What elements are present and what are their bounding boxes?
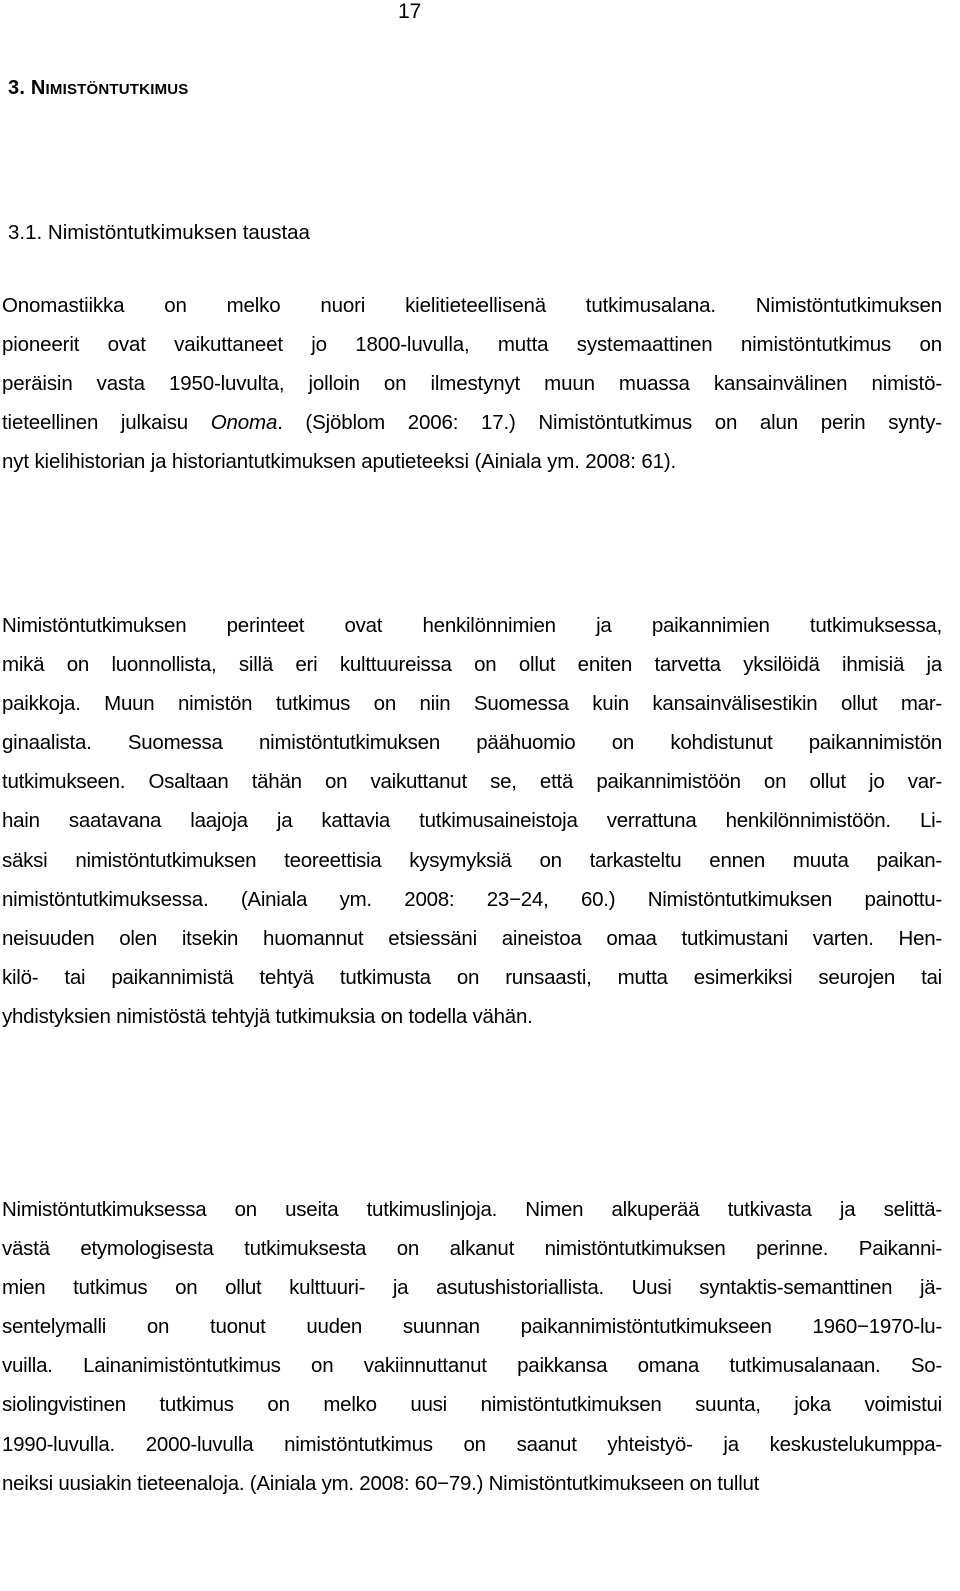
text-line: paikkoja. Muun nimistön tutkimus on niin Suomessa kuin kansainvälisestikin ollut mar-: [2, 692, 942, 716]
chapter-heading: [8, 76, 189, 102]
page-number: 17: [398, 0, 422, 23]
text-line: Nimistöntutkimuksen perinteet ovat henkilönnimien ja paikannimien tutkimuksessa,: [2, 614, 942, 637]
text-line: pioneerit ovat vaikuttaneet jo 1800-luvulla, mutta systemaattinen nimistöntutkimus on: [2, 333, 942, 357]
journal-title: Onoma: [210, 411, 278, 435]
chapter-number: 3.: [8, 77, 26, 99]
text-line: säksi nimistöntutkimuksen teoreettisia kysymyksiä on tarkasteltu ennen muuta paikan-: [2, 848, 942, 872]
text-line: ginaalista. Suomessa nimistöntutkimuksen päähuomio on kohdistunut paikannimistön: [2, 731, 942, 755]
text-line: siolingvistinen tutkimus on melko uusi nimistöntutkimuksen suunta, joka voimistui: [2, 1393, 942, 1417]
text-line: hain saatavana laajoja ja kattavia tutkimusaineistoja verrattuna henkilönnimistöön. Li-: [2, 809, 942, 833]
text-line: västä etymologisesta tutkimuksesta on alkanut nimistöntutkimuksen perinne. Paikanni-: [2, 1237, 942, 1261]
text-line: sentelymalli on tuonut uuden suunnan paikannimistöntutkimukseen 1960−1970-lu-: [2, 1315, 942, 1339]
text-line: mikä on luonnollista, sillä eri kulttuureissa on ollut eniten tarvetta yksilöidä ihmisiä ja: [2, 653, 942, 677]
chapter-title: NIMISTÖNTUTKIMUS: [30, 77, 189, 99]
text-line: tieteellinen julkaisu Onoma. (Sjöblom 2006: 17.) Nimistöntutkimus on alun perin synty-: [2, 411, 942, 435]
text-line: peräisin vasta 1950-luvulta, jolloin on ilmestynyt muun muassa kansainvälinen nimistö-: [2, 372, 942, 396]
text-line: nyt kielihistorian ja historiantutkimuksen aputieteeksi (Ainiala ym. 2008: 61).: [2, 450, 677, 474]
text-line: neiksi uusiakin tieteenaloja. (Ainiala ym. 2008: 60−79.) Nimistöntutkimukseen on tullut: [2, 1471, 760, 1495]
text-line: vuilla. Lainanimistöntutkimus on vakiinnuttanut paikkansa omana tutkimusalanaan. So-: [2, 1354, 942, 1378]
section-heading: 3.1. Nimistöntutkimuksen taustaa: [8, 221, 310, 244]
text-line: mien tutkimus on ollut kulttuuri- ja asutushistoriallista. Uusi syntaktis-semanttinen jä-: [2, 1276, 942, 1300]
text-line: tutkimukseen. Osaltaan tähän on vaikuttanut se, että paikannimistöön on ollut jo var-: [2, 770, 942, 794]
paragraph-2: [2, 606, 942, 1036]
text-line: Nimistöntutkimuksessa on useita tutkimuslinjoja. Nimen alkuperää tutkivasta ja selittä-: [2, 1198, 942, 1221]
paragraph-3: [2, 1190, 942, 1503]
text-line: neisuuden olen itsekin huomannut etsiessäni aineistoa omaa tutkimustani varten. Hen-: [2, 926, 942, 950]
paragraph-1: [2, 286, 942, 481]
text-line: 1990-luvulla. 2000-luvulla nimistöntutkimus on saanut yhteistyö- ja keskustelukumppa-: [2, 1432, 942, 1456]
text-line: kilö- tai paikannimistä tehtyä tutkimusta on runsaasti, mutta esimerkiksi seurojen tai: [2, 965, 942, 989]
text-line: Onomastiikka on melko nuori kielitieteellisenä tutkimusalana. Nimistöntutkimuksen: [2, 294, 942, 317]
text-line: nimistöntutkimuksessa. (Ainiala ym. 2008: 23−24, 60.) Nimistöntutkimuksen painottu-: [2, 887, 942, 911]
text-line: yhdistyksien nimistöstä tehtyjä tutkimuksia on todella vähän.: [2, 1004, 533, 1028]
